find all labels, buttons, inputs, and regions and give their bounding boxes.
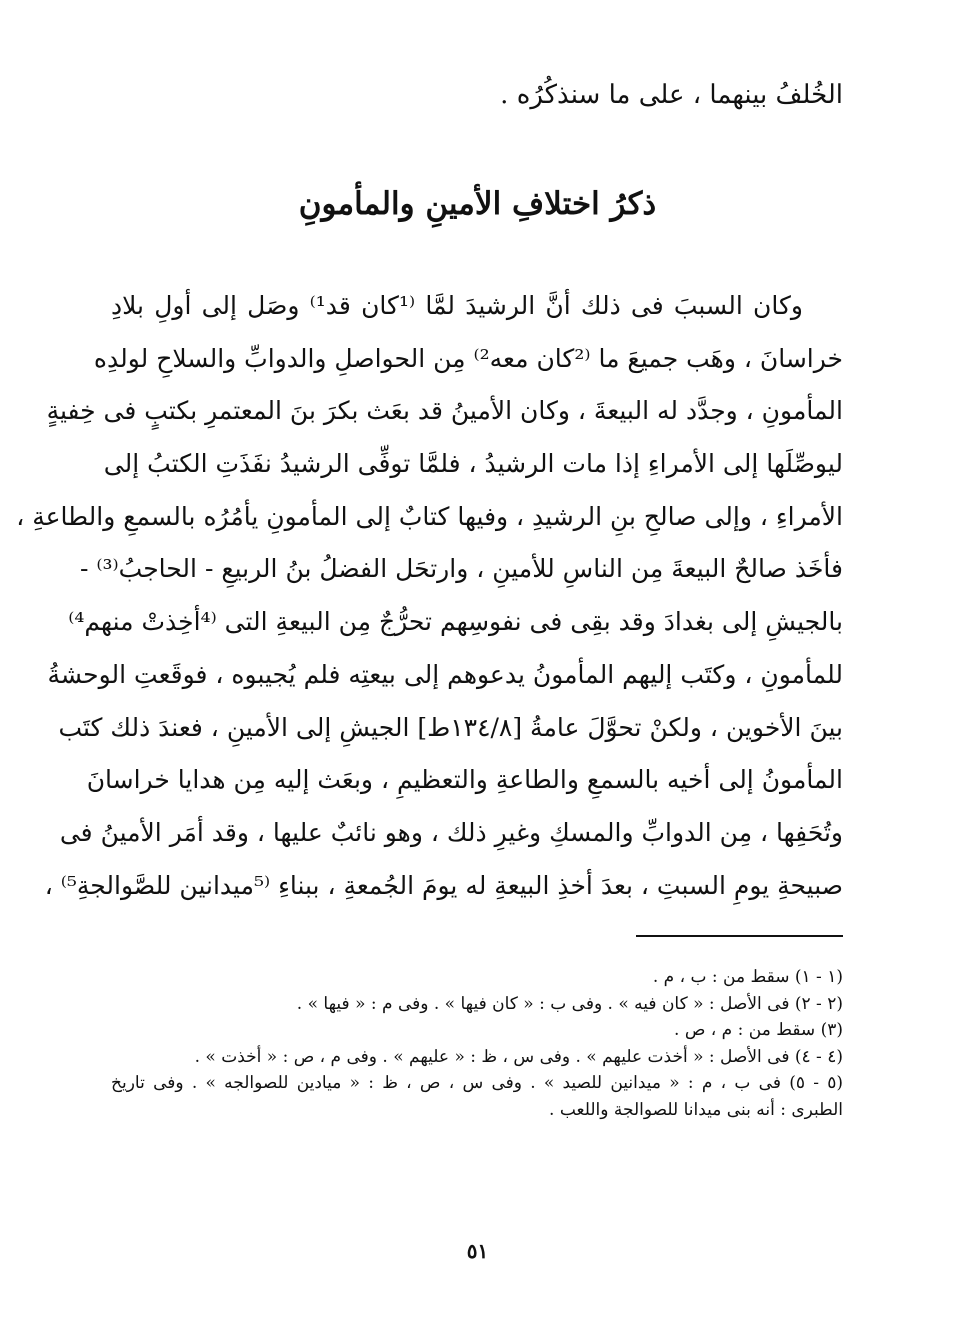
footnotes — [111, 964, 843, 1123]
body-line: وكان السببَ فى ذلك أنَّ الرشيدَ لمَّا ⁽¹كان قد¹⁾ وصَل إلى أولِ بلادِ — [111, 291, 803, 320]
body-line: بينَ الأخوين ، ولكنْ تحوَّلَ عامةُ [١٣٤/٨ط] الجيشِ إلى الأمينِ ، فعندَ ذلك كتَب — [58, 712, 843, 742]
body-line: للمأمونِ ، وكتَب إليهم المأمونُ يدعوهم إلى بيعتِه فلم يُجيبوه ، فوقَعتِ الوحشةُ — [47, 659, 843, 689]
body-line: المأمونُ إلى أخيه بالسمعِ والطاعةِ والتعظيمِ ، وبعَث إليه مِن هدايا خراسانَ — [86, 765, 843, 795]
footnote: (١ - ١) سقط من : ب ، م . — [652, 967, 843, 987]
page-number: ٥١ — [466, 1239, 489, 1263]
footnote: الطبرى : أنه بنى ميدانا للصوالجة واللعب . — [549, 1099, 843, 1120]
carry-over-line: الخُلفُ بينهما ، على ما سنذكُرُه . — [500, 80, 843, 110]
footnote-separator — [636, 935, 843, 937]
footnote: (٤ - ٤) فى الأصل : « أخذت عليهم » . وفى س ، ظ : « عليهم » . وفى م ، ص : « أخذت » . — [194, 1046, 843, 1067]
body-line: ليوصِّلَها إلى الأمراءِ إذا مات الرشيدُ ، فلمَّا توفِّى الرشيدُ نفَذَتِ الكتبُ إلى — [103, 449, 843, 479]
footnote: (٥ - ٥) فى ب ، م : « ميدانين للصيد » . وفى س ، ص ، ظ : « ميادين للصوالجه » . وفى تاريخ — [111, 1073, 843, 1093]
section-heading: ذكرُ اختلافِ الأمينِ والمأمونِ — [298, 186, 657, 222]
body-line: فأخَذ صالحٌ البيعةَ مِن الناسِ للأمينِ ، وارتحَل الفضلُ بنُ الربيعِ - الحاجبُ⁽³⁾ - — [79, 554, 843, 584]
body-text — [16, 280, 843, 912]
body-line: صبيحةِ يومِ السبتِ ، بعدَ أخذِ البيعةِ له يومَ الجُمعةِ ، ببناءِ ⁽⁵ميدانين للصَّوالجةِ⁵⁾ ، — [44, 870, 843, 900]
footnote: (٢ - ٢) فى الأصل : « كان فيه » . وفى ب : « كان فيها » . وفى م : « فيها » . — [296, 993, 843, 1014]
body-line: بالجيشِ إلى بغدادَ وقد بقِى فى نفوسِهم تحرُّجٌ مِن البيعةِ التى ⁽⁴أخِذتْ منهم⁴⁾ — [68, 607, 843, 637]
body-line: الأمراءِ ، وإلى صالحِ بنِ الرشيدِ ، وفيها كتابٌ إلى المأمونِ يأمُرُه بالسمعِ والطاعةِ ، — [16, 501, 843, 531]
body-line: خراسانَ ، وهَب جميعَ ما ⁽²كان معه²⁾ مِن الحواصلِ والدوابِّ والسلاحِ لولدِه — [93, 343, 843, 373]
footnote: (٣) سقط من : م ، ص . — [674, 1020, 843, 1040]
body-line: وتُحَفِها ، مِن الدوابِّ والمسكِ وغيرِ ذلك ، وهو نائبٌ عليها ، وقد أمَر الأمينُ فى — [59, 817, 843, 847]
body-line: المأمونِ ، وجدَّد له البيعةَ ، وكان الأمينُ قد بعَث بكرَ بنَ المعتمرِ بكتبٍ فى خِفيةٍ — [46, 396, 843, 426]
